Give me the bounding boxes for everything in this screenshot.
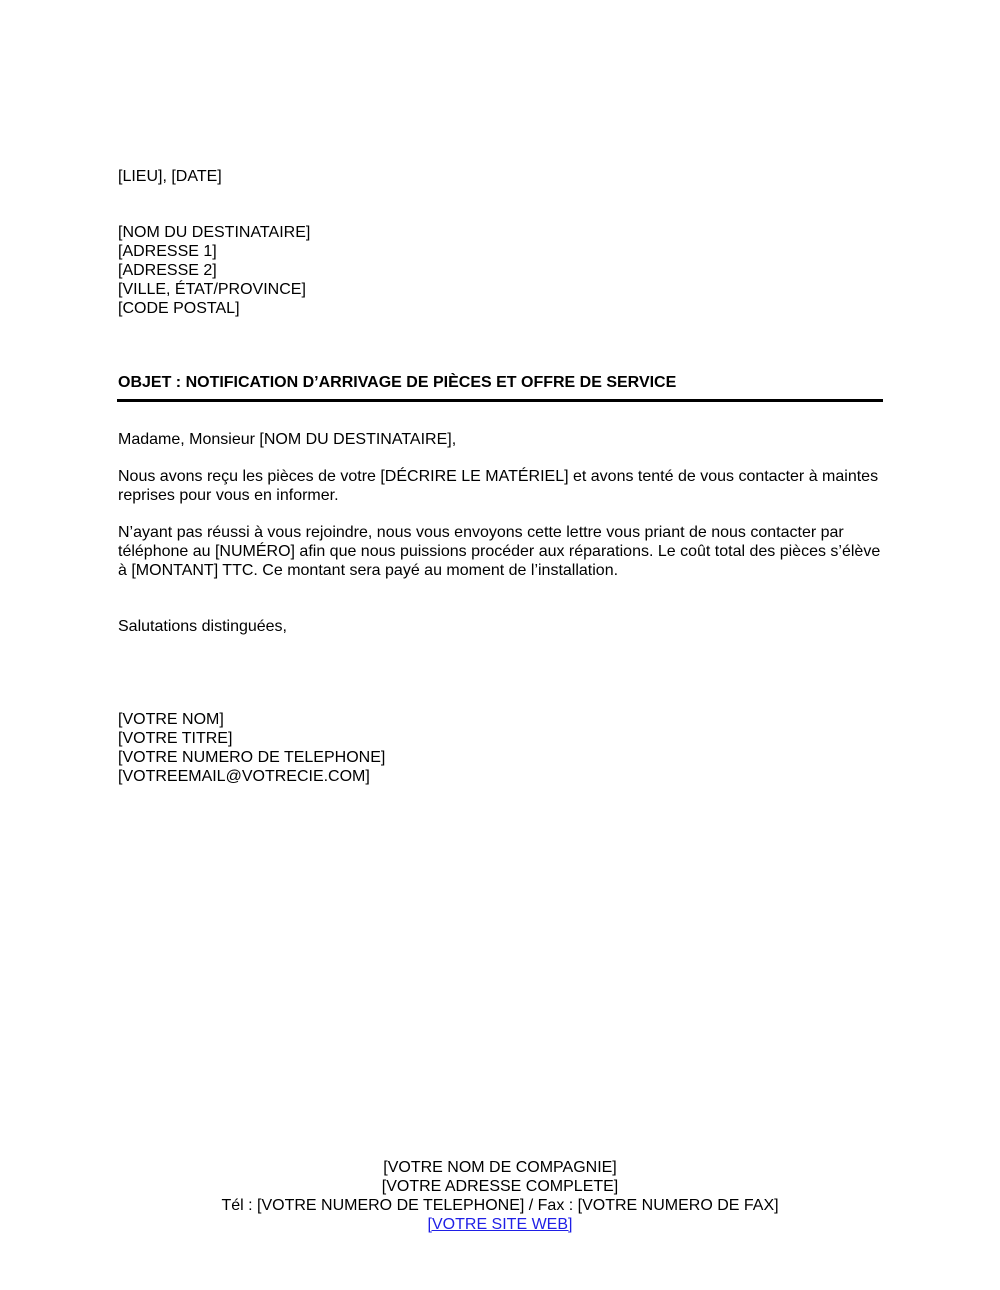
footer-contact: Tél : [VOTRE NUMERO DE TELEPHONE] / Fax : [VOTRE NUMERO DE FAX] — [221, 1197, 779, 1214]
footer-website-link[interactable]: [VOTRE SITE WEB] — [427, 1216, 573, 1233]
paragraph-text: Nous avons reçu les pièces de votre [DÉCRIRE LE MATÉRIEL] et avons tenté de vous contacter à maintes reprises pour vous en informer. — [118, 468, 879, 504]
place-date-line — [118, 167, 883, 186]
recipient-city-state: [VILLE, ÉTAT/PROVINCE] — [118, 281, 306, 298]
paragraph-text: N’ayant pas réussi à vous rejoindre, nous vous envoyons cette lettre vous priant de nous contacter par téléphone au [NUMÉRO] afin que nous puissions procéder aux réparations. Le coût total des pièces s’élève à [MONTANT] TTC. Ce montant sera payé au moment de l’installation. — [118, 524, 881, 579]
body-paragraph-2 — [118, 523, 883, 580]
subject-text: OBJET : NOTIFICATION D’ARRIVAGE DE PIÈCES ET OFFRE DE SERVICE — [118, 374, 677, 391]
letter-footer — [0, 1158, 1000, 1234]
sender-title: [VOTRE TITRE] — [118, 730, 233, 747]
subject-divider — [117, 399, 883, 402]
footer-company: [VOTRE NOM DE COMPAGNIE] — [383, 1159, 617, 1176]
sender-phone: [VOTRE NUMERO DE TELEPHONE] — [118, 749, 386, 766]
salutation — [118, 430, 883, 449]
closing — [118, 617, 883, 636]
recipient-name: [NOM DU DESTINATAIRE] — [118, 224, 311, 241]
recipient-address-block — [118, 223, 883, 318]
recipient-postal-code: [CODE POSTAL] — [118, 300, 240, 317]
sender-name: [VOTRE NOM] — [118, 711, 224, 728]
place-date: [LIEU], [DATE] — [118, 168, 222, 185]
signature-block — [118, 710, 883, 786]
footer-address: [VOTRE ADRESSE COMPLETE] — [381, 1178, 619, 1195]
salutation-text: Madame, Monsieur [NOM DU DESTINATAIRE], — [118, 431, 457, 448]
recipient-address-1: [ADRESSE 1] — [118, 243, 217, 260]
recipient-address-2: [ADRESSE 2] — [118, 262, 217, 279]
closing-text: Salutations distinguées, — [118, 618, 287, 635]
body-paragraph-1 — [118, 467, 883, 505]
sender-email: [VOTREEMAIL@VOTRECIE.COM] — [118, 768, 370, 785]
subject-line — [118, 373, 883, 392]
